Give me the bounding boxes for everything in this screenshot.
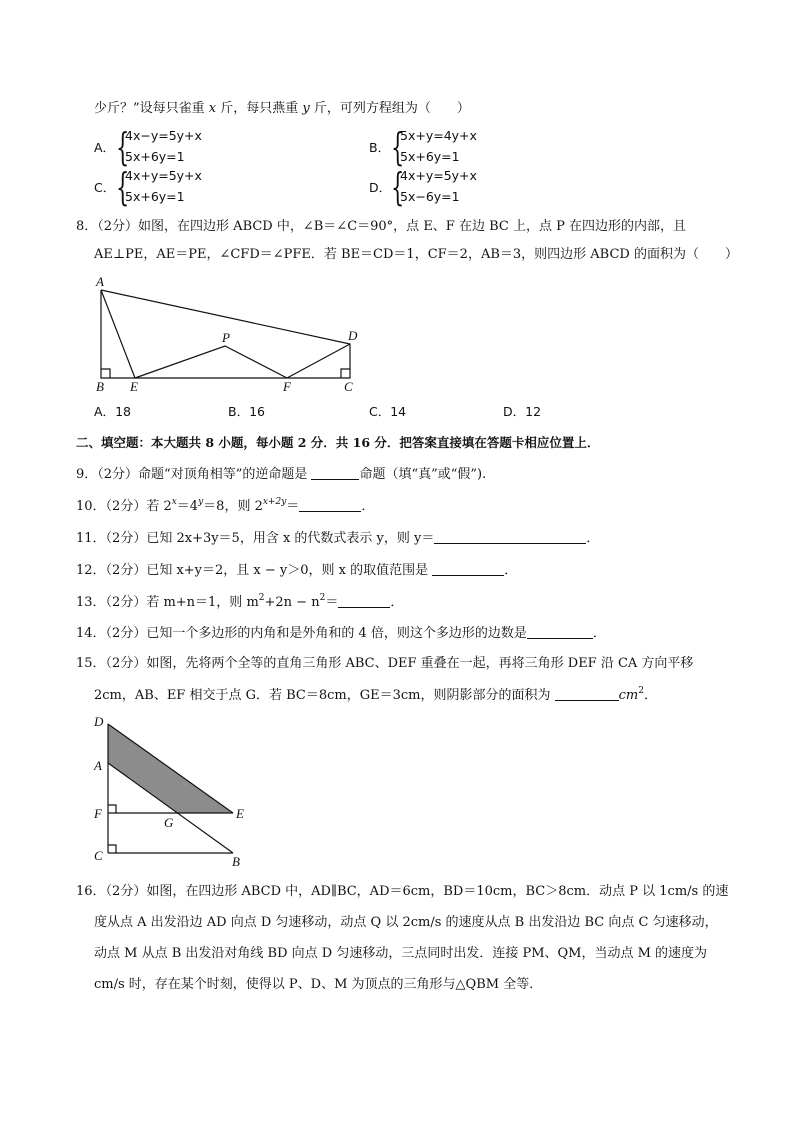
q8-label-f: F [283, 379, 291, 394]
q7-option-c[interactable]: C． { 4x+y=5y+x 5x+6y=1 [94, 165, 202, 209]
q15-label-e: E [236, 806, 244, 821]
answer-blank[interactable] [311, 465, 359, 480]
q7-option-b[interactable]: B． { 5x+y=4y+x 5x+6y=1 [369, 125, 477, 169]
answer-blank[interactable] [555, 686, 619, 701]
q15-label-a: A [94, 758, 102, 773]
q7-stem-tail: 少斤？”设每只雀重 x 斤，每只燕重 y 斤，可列方程组为（ ） [94, 101, 470, 116]
q7-option-a[interactable]: A． { 4x−y=5y+x 5x+6y=1 [94, 125, 202, 169]
q10: 10．（2分）若 $2^x=4^y=8$，则 $2^{x+2y}=$ ． [76, 497, 375, 514]
q8-label-e: E [130, 379, 138, 394]
answer-blank[interactable] [432, 561, 504, 576]
q8-label-a: A [96, 274, 104, 289]
answer-blank[interactable] [527, 624, 593, 639]
q16-stem-line-3: 动点 M 从点 B 出发沿对角线 BD 向点 D 匀速移动，三点同时出发．连接 PM、QM，当动点 M 的速度为 [94, 946, 708, 961]
q8-figure [88, 270, 378, 398]
answer-blank[interactable] [434, 529, 586, 544]
q12: 12．（2分）已知 x+y＝2，且 x − y＞0，则 x 的取值范围是 ． [76, 563, 518, 578]
q7-option-d[interactable]: D． { 4x+y=5y+x 5x−6y=1 [369, 165, 477, 209]
q9: 9．（2分）命题“对顶角相等”的逆命题是 命题（填“真”或“假”). [76, 467, 487, 482]
answer-blank[interactable] [338, 593, 390, 608]
q15-stem-line-2: 2cm，AB、EF 相交于点 G．若 BC＝8cm，GE＝3cm，则阴影部分的面积为 $cm^2$． [94, 686, 657, 703]
q8-label-b: B [96, 379, 104, 394]
section-2-heading: 二、填空题：本大题共 8 小题，每小题 2 分．共 16 分．把答案直接填在答题卡相应位置上． [76, 435, 600, 450]
q14: 14．（2分）已知一个多边形的内角和是外角和的 4 倍，则这个多边形的边数是 ． [76, 626, 606, 641]
q13: 13．（2分）若 m+n＝1，则 $m^2+2n - n^2=$ ． [76, 593, 404, 610]
q8-segment-ae [101, 290, 135, 378]
q16-stem-line-4: cm/s 时，存在某个时刻，使得以 P、D、M 为顶点的三角形与△QBM 全等． [94, 977, 543, 992]
q8-right-angle-b [101, 369, 110, 378]
q8-option-b[interactable]: B．16 [228, 404, 265, 419]
q8-right-angle-c [341, 369, 350, 378]
answer-blank[interactable] [299, 497, 361, 512]
q8-option-c[interactable]: C．14 [369, 404, 407, 419]
q8-option-a[interactable]: A．18 [94, 404, 131, 419]
q15-figure [90, 710, 260, 870]
q8-path-epf [135, 346, 287, 378]
q15-label-b: B [232, 854, 240, 869]
q8-label-p: P [222, 330, 230, 345]
q8-label-d: D [348, 328, 358, 343]
q16-stem-line-1: 16．（2分）如图，在四边形 ABCD 中，AD∥BC，AD＝6cm，BD＝10cm，BC＞8cm．动点 P 以 1cm/s 的速 [76, 884, 729, 899]
q8-stem-line-2: AE⊥PE，AE＝PE，∠CFD＝∠PFE．若 BE＝CD＝1，CF＝2，AB＝3，则四边形 ABCD 的面积为（ ） [94, 247, 738, 262]
q8-option-d[interactable]: D．12 [503, 404, 542, 419]
q16-stem-line-2: 度从点 A 出发沿边 AD 向点 D 匀速移动，动点 Q 以 2cm/s 的速度从点 B 出发沿边 BC 向点 C 匀速移动， [94, 915, 718, 930]
q15-label-g: G [164, 815, 174, 830]
q15-right-angle-f [108, 805, 116, 813]
q11: 11．（2分）已知 2x+3y＝5，用含 x 的代数式表示 y，则 y＝ ． [76, 531, 600, 546]
q8-stem-line-1: 8．（2分）如图，在四边形 ABCD 中，∠B＝∠C＝90°，点 E、F 在边 BC 上，点 P 在四边形的内部，且 [76, 219, 686, 234]
q15-stem-line-1: 15．（2分）如图，先将两个全等的直角三角形 ABC、DEF 重叠在一起，再将三角形 DEF 沿 CA 方向平移 [76, 656, 694, 671]
q15-label-f: F [94, 806, 102, 821]
q15-label-d: D [94, 714, 104, 729]
q8-label-c: C [344, 379, 353, 394]
q15-right-angle-c [108, 845, 116, 853]
q15-label-c: C [94, 848, 103, 863]
